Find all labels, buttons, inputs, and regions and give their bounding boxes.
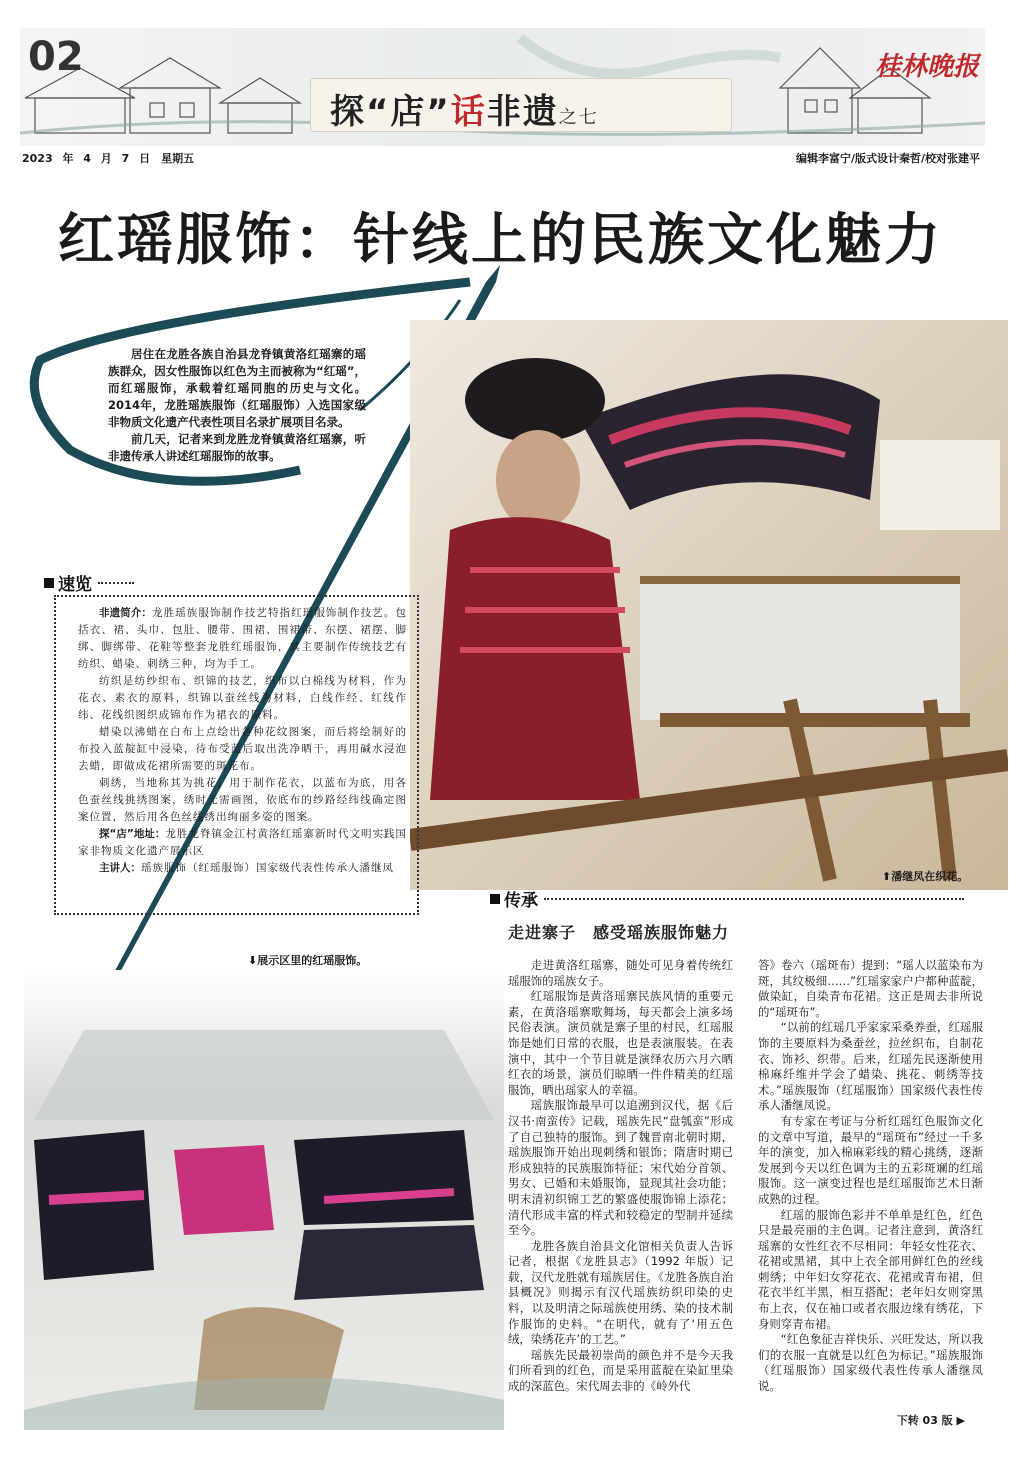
column-title-part3: 非遗 — [486, 92, 559, 132]
address-text: 龙胜龙脊镇金江村黄洛红瑶寨新时代文明实践国家非物质文化遗产展示区 — [78, 828, 407, 857]
page-number: 02 — [28, 34, 84, 80]
intro-label: 非遗简介： — [99, 607, 152, 619]
main-title: 红瑶服饰：针线上的民族文化魅力 — [58, 208, 943, 273]
col1-p3: 瑶族服饰最早可以追溯到汉代，据《后汉书·南蛮传》记载，瑶族先民“盘瓠蛮”形成了自己独特的服饰。到了魏晋南北朝时期，瑶族服饰开始出现刺绣和银饰；隋唐时期已形成独特的民族服饰特征；宋代始分首领、男女、已婚和未婚服饰，显现其社会功能；明末清初织锦工艺的繁盛使服饰锦上添花；清代形成丰富的样式和较稳定的型制并延续至今。 — [508, 1098, 733, 1238]
address-label: 探“店”地址： — [99, 828, 166, 840]
section-head-quickview — [44, 570, 134, 595]
section-title-inheritance: 传承 — [504, 891, 538, 911]
col1-p4: 龙胜各族自治县文化馆相关负责人告诉记者，根据《龙胜县志》（1992 年版）记载，汉代龙胜就有瑶族居住。《龙胜各族自治县概况》则揭示有汉代瑶族纺织印染的史料，以及明清之际瑶族使用绣、染的技术制作服饰的史料。“在明代，就有了‘用五色绒，染绣花卉’的工艺。” — [508, 1238, 733, 1347]
column-title-part4: 之七 — [558, 107, 599, 128]
quick-intro — [78, 605, 407, 673]
article-column-2 — [758, 958, 983, 1395]
article-subheading: 走进寨子 感受瑶族服饰魅力 — [508, 923, 730, 942]
article-column-1 — [508, 958, 733, 1395]
section-title-quickview: 速览 — [58, 575, 92, 595]
speaker-text: 瑶族服饰（红瑶服饰）国家级代表性传承人潘继凤 — [141, 862, 394, 874]
dateline: 2023 年 4 月 7 日 星期五 — [22, 152, 195, 165]
quick-p3: 蜡染以沸蜡在白布上点绘出各种花纹图案，而后将绘制好的布投入蓝靛缸中浸染，待布受蓝后取出洗净晒干，再用碱水浸泡去蜡，即做成花裙所需要的斑花布。 — [78, 726, 407, 772]
col1-p2: 红瑶服饰是黄洛瑶寨民族风情的重要元素，在黄洛瑶寨歌舞场，每天都会上演多场民俗表演。演员就是寨子里的村民，红瑶服饰是她们日常的衣服，也是表演服装。在表演中，其中一个节目就是演绎农历六月六晒红衣的场景，演员们晾晒一件件精美的红瑶服饰，晒出瑶家人的幸福。 — [508, 989, 733, 1097]
lead-p1: 居住在龙胜各族自治县龙脊镇黄洛红瑶寨的瑶族群众，因女性服饰以红色为主而被称为“红瑶”，而红瑶服饰，承载着红瑶同胞的历史与文化。2014年，龙胜瑶族服饰（红瑶服饰）入选国家级非物质文化遗产代表性项目名录扩展项目名录。 — [108, 347, 366, 429]
turn-page-note — [897, 1412, 965, 1428]
col1-p1: 走进黄洛红瑶寨，随处可见身着传统红瑶服饰的瑶族女子。 — [508, 958, 733, 988]
section-square-icon — [44, 578, 54, 588]
section-head-inheritance — [490, 886, 964, 911]
photo-display-area — [24, 970, 504, 1430]
lead-paragraph — [108, 346, 366, 465]
masthead-logo: 桂林晚报 — [875, 52, 980, 82]
quick-view-box — [54, 595, 419, 915]
section-rule — [98, 582, 134, 584]
speaker-label: 主讲人： — [99, 862, 141, 874]
col2-p3: 有专家在考证与分析红瑶红色服饰文化的文章中写道，最早的“瑶斑布”经过一千多年的演变，加入棉麻彩线的精心挑绣，逐渐发展到今天以红色调为主的五彩斑斓的红瑶服饰。这一演变过程也是红瑶服饰艺术日渐成熟的过程。 — [758, 1113, 983, 1206]
lead-p2: 前几天，记者来到龙胜龙脊镇黄洛红瑶寨，听非遗传承人讲述红瑶服饰的故事。 — [108, 432, 366, 463]
column-title-part1: 探“店” — [330, 92, 451, 132]
col2-p1: 答》卷六（瑶斑布）提到：“瑶人以蓝染布为斑，其纹极细……”红瑶家家户户都种蓝靛，做染缸，自染青布花裙。这正是周去非所说的“瑶斑布”。 — [758, 958, 983, 1019]
col2-p4: 红瑶的服饰色彩并不单单是红色，红色只是最亮丽的主色调。记者注意到，黄洛红瑶寨的女性红衣不尽相同：年轻女性花衣、花裙或黑裙，其中上衣全部用鲜红色的丝线刺绣；中年妇女穿花衣、花裙或青布裙，但花衣半红半黑，相互搭配；老年妇女则穿黑布上衣，仅在袖口或者衣服边缘有绣花，下身则穿青布裙。 — [758, 1207, 983, 1331]
quick-address — [78, 826, 407, 860]
photo-weaving — [410, 280, 1008, 890]
column-title-part2: 话 — [450, 92, 487, 132]
caption-display: ⬇展示区里的红瑶服饰。 — [248, 954, 368, 967]
col2-p5: “红色象征吉祥快乐、兴旺发达，所以我们的衣服一直就是以红色为标记。”瑶族服饰（红瑶服饰）国家级代表性传承人潘继凤说。 — [758, 1332, 983, 1394]
col1-p5: 瑶族先民最初崇尚的颜色并不是今天我们所看到的红色，而是采用蓝靛在染缸里染成的深蓝色。宋代周去非的《岭外代 — [508, 1347, 733, 1394]
intro-text: 龙胜瑶族服饰制作技艺特指红瑶服饰制作技艺。包括衣、裙、头巾、包肚、腰带、围裙、围裙带、东摆、裙摆、脚绑、脚绑带、花鞋等整套龙胜红瑶服饰，其主要制作传统技艺有纺织、蜡染、刺绣三种，均为手工。 — [78, 607, 408, 670]
editor-credits: 编辑李富宁/版式设计秦哲/校对张建平 — [795, 152, 980, 165]
quick-p2: 纺织是纺纱织布、织锦的技艺，织布以白棉线为材料，作为花衣、素衣的原料，织锦以蚕丝线为材料，白线作经、红线作纬、花线织图织成锦布作为裙衣的原料。 — [78, 675, 407, 721]
col2-p2: “以前的红瑶几乎家家采桑养蚕，红瑶服饰的主要原料为桑蚕丝，拉丝织布，自制花衣、饰衫、织带。后来，红瑶先民逐渐使用棉麻纤维并学会了蜡染、挑花、刺绣等技术。”瑶族服饰（红瑶服饰）国家级代表性传承人潘继凤说。 — [758, 1020, 983, 1113]
section-square-icon — [490, 894, 500, 904]
arrow-right-icon: ▶ — [956, 1414, 965, 1427]
section-rule — [544, 898, 964, 900]
turn-page-text: 下转 03 版 — [896, 1414, 953, 1427]
caption-weaving: ⬆潘继凤在织花。 — [882, 870, 969, 883]
quick-speaker — [78, 860, 407, 877]
quick-p4: 刺绣，当地称其为挑花，用于制作花衣，以蓝布为底，用各色蚕丝线挑绣图案，绣时无需画图，依底布的纱路经纬线确定图案位置，然后用各色丝线绣出绚丽多姿的图案。 — [78, 777, 407, 823]
